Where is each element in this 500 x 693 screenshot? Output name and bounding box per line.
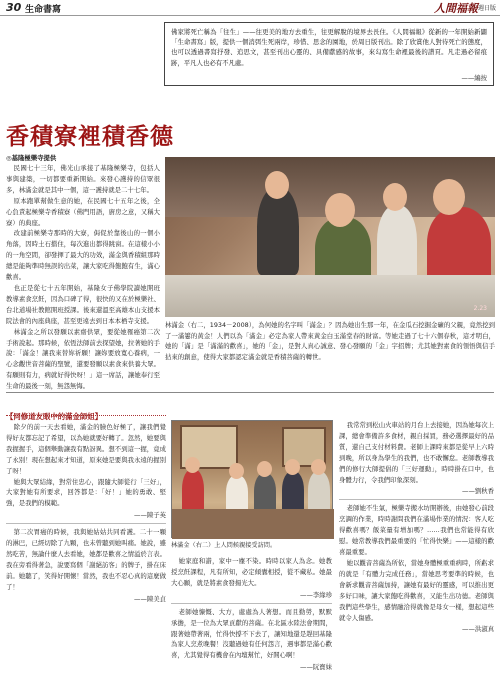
main-paragraph: 民國七十三年，佛光山承接了基隆極樂寺，包括人事與建築，一切都要重新開始。來發心護持的信眾很多，林滿金就是其中一個，這一護持就是二十七年。 [6, 164, 160, 194]
testimonial-signature: ——劉秋香 [462, 487, 494, 496]
group-photo-caption: 林滿金（右二）上人問候親接受訪問。 [171, 542, 277, 549]
testimonial-separator [6, 523, 166, 524]
article-title: 香積寮裡積香德 [6, 123, 174, 150]
sub-heading [6, 404, 166, 421]
testimonial-paragraph: 我常常到松山火車站的月台上去接她，因為她每次上課，總會準備許多食材，親自採買，務必選擇最好的品質，還自己支付材料費。老師上課時來都是從早上六時到晚，所以身為學生的我們，也不敢懈怠。老師教導我們的修行大師提倡的「三好運動」，時時掛在口中，也身體力行，令我們印象深刻。 [339, 421, 494, 484]
main-paragraph: 改建前極樂寺那時的大寮，侷促於靠後山的一個小角落，因時土石擋住，每次進出都得跳窗。在這樣小小的一角空間，卻發揮了最大的功效，滿金與香積組那時總是能夠準時無誤的出菜，讓大家吃得飽飽有生，滿心歡喜。 [6, 229, 160, 282]
testimonial-paragraph: 她與大眾結緣，對常住忠心，跟隨大師從行「三好」，大家對她有所要求，回答都是：「好！」她的勇敢、堅強，是我們的模範。 [6, 477, 166, 508]
testimonial-signature: ——洪淑真 [462, 625, 494, 634]
main-paragraph: 原本跑單幫做生意的她，在民國七十五年之後，全心負責起極樂寺香積寮（佛門用語，廚房之意，又稱大寮）的典座。 [6, 196, 160, 227]
article-byline: ◎基隆極樂寺提供 [6, 154, 57, 162]
newspaper-masthead: 人間福報 [434, 2, 478, 15]
testimonial-signature: ——陳美貞 [134, 594, 166, 603]
testimonial-paragraph: 她家庭和諧，家中一塵不染。時時以家人為念。她教授烹飪課程，凡有所知，必定傾囊相授，從不藏私。她最大心願，就是將素食發揚光大。 [171, 557, 332, 587]
testimonial-signature: ——李緣珍 [300, 590, 332, 599]
testimonial-paragraph: 老師她不生氣，極樂寺搬水坊開辦後，由她發心前段烹調的作業，時時謝問我們在滿場作業的情況：客人吃得歡喜嗎？飯菜量有增加嗎？……我們也常能得有欣慰。她常教導我們最重要的「忙得快樂」——這樣的歡喜最重要。 [339, 504, 494, 557]
main-paragraph: 也正是從七十五年開始，基隆女子佛學院讀她開班教導素食烹飪，因為口碑了得，很快的又在於極樂社、台北道場社教館開班授課。後來還溫至高雄本山支援本院法會的內座典座，甚至更遠去到日本本栖寺支援。 [6, 283, 160, 325]
edition-label: 週日版 [477, 5, 496, 12]
testimonial-signature: ——陳子英 [134, 511, 166, 520]
page-header [0, 0, 500, 16]
testimonial-signature: ——阮寶妹 [300, 663, 332, 672]
page-number: 30 [6, 1, 22, 14]
testimonial-paragraph: 除夕的前一天去看她，滿金的臉色好極了，讓我們覺得好友都忘記了希望，以為她就要好轉了。忽然，她要與我握握手，這個舉動讓我有點訝異。想不到這一握，竟成了永別！現在想起來才知道，原來她是要與我永遠的握別了呀！ [6, 423, 166, 475]
main-photo-caption-text: 林滿金（右二，1934－2008），為何她的名字叫「滿金」？因為她出生那一年，在金瓜石挖掘金礦的父親，竟然挖到了一滿簍的黃金！人們以為「滿金」必定為家人帶來黃金白玉滿堂春的財富。等她走過了七十六個春秋，這才明白，她的「滿」是「滿滿的歡喜」，她的「金」，是對人真心誠意、發心發願的「金」字招牌；尤其她對素食的領悟與信手拈來的創意，使得大家都認定滿金就是香積菩薩的轉世。 [165, 321, 495, 361]
main-article-body [6, 163, 160, 391]
testimonial-paragraph: 她以觀音菩薩為所依，當她身體極重重病時，所虧求的就是「有體力完成任務」，當她思考要準的時候，也會新求觀音菩薩加持，讓她有最好的靈感，可以推出更多好口味，讓大家飽吃得歡喜，又能生出功德。老師與我們這些學生，感情融洽得就像是母女一樣，想起這些就令人傷感。 [339, 558, 494, 622]
section-divider [6, 392, 494, 393]
testimonial-column-c [339, 420, 494, 690]
main-photo-caption [165, 320, 495, 378]
sub-heading-text: 【同修道友眼中的滿金師姐】 [6, 412, 103, 421]
section-name: 生命書寫 [25, 5, 62, 15]
main-paragraph: 林滿金之所以發願以素齋供眾，要從她罹癌第二次手術說起。那時候，依恆法師前去探望她，拉著她的手說：「滿金！讓我來替妳祈願！讓妳要放寬心養病，一心念觀世音菩薩的聖號，還要發願以素食來供養大眾。有願則有力，病就好得快呀！」這一席話，讓她奉行至生命的最後一刻，無怨無悔。 [6, 327, 160, 391]
editor-note-box [164, 22, 494, 86]
testimonial-paragraph: 第二次胃癌的時候，我與她姑姑共同看護。二十一顆的淋巴，已經切除了九顆，也未曾聽到她叫痛。她說，雖然吃苦，無論什麼人去看她，她都是歡喜之情溢於言表。我在旁看得著急，說要寫個「謝絕訪客」的牌子，掛在床前。她聽了，笑得好開懷！當然，我也不忍心真的這麼做了！ [6, 528, 166, 591]
editor-note-signature: ——編按 [461, 74, 487, 82]
testimonial-column-a [6, 422, 166, 690]
testimonial-separator [339, 499, 494, 500]
photo-badge: 2.23 [473, 305, 487, 312]
testimonial-paragraph: 老師她慷慨、大方，處處為人著想。而且勤勞，默默承擔，是一位為大眾貢獻的菩薩。在北區水陸法會期間，跟著她帶著兩，忙得快撐不下去了，讓知地還是趕回基隆為家人烹煮晚餐！沒聽過她有任何怨言，遇事都是滿心歡喜，尤其覺得有機會在內壇幫忙，好開心啊！ [171, 607, 332, 660]
group-photo [171, 420, 333, 538]
editor-note-text: 佛家將死亡稱為「往生」——往更美的地方去重生，往更解脫的境界去長住。《人間福報》從新的一年開始新闢「生命書寫」版，提供一個消弭生死兩岸，珍惜、思念的園地，於周日版刊出。除了欣賞他人對待死亡的態度，也可以透過書寫抒發、追思文，甚至刊出心靈的、具備獻感的故事，來勾寫生命裡最後的譜頁。凡走過必留痕跡，平凡人也必有不凡處。 [171, 28, 487, 67]
main-kitchen-photo [165, 157, 495, 317]
testimonial-column-b [171, 556, 332, 690]
testimonial-separator [171, 603, 332, 604]
